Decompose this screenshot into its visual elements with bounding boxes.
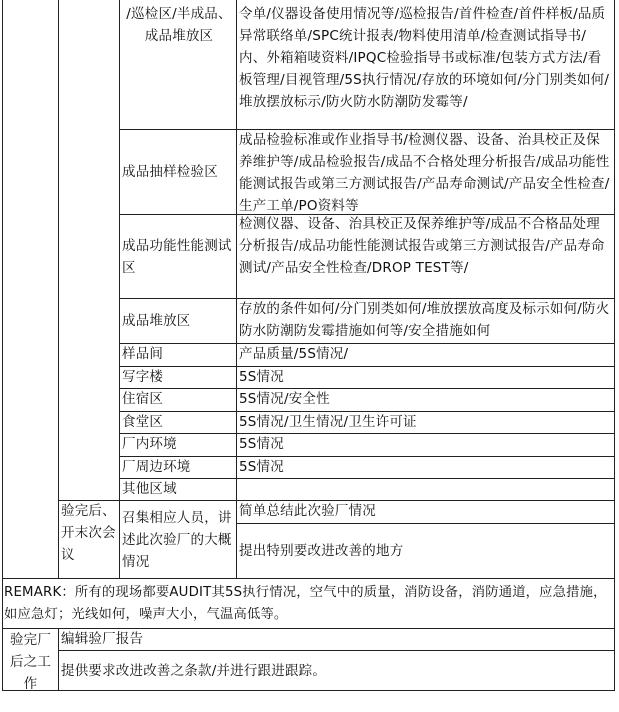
checklist-content-cell [239,478,611,500]
closing-content-cell: 简单总结此次验厂情况 [239,503,376,519]
checklist-content-cell: 成品检验标准或作业指导书/检测仪器、设备、治具校正及保养维护等/成品检验报告/成品不合格处理分析报告/成品功能性能测试报告或第三方测试报告/产品寿命测试/产品安全性检查/生产工单/PO资料等 [239,132,610,213]
after-item-cell: 提供要求改进改善之条款/并进行跟进跟踪。 [61,662,327,679]
checklist-content-cell: 令单/仪器设备使用情况等/巡检报告/首件检查/首件样板/品质异常联络单/SPC统计报表/物料使用清单/检查测试指导书/内、外箱箱唛资料/IPQC检验指导书或标准/包装方式方法/看板管理/目视管理/5S执行情况/存放的环境如何/分门别类如何/堆放摆放标示/防火防水防潮防发霉等/ [239,6,610,110]
closing-phase-cell: 验完后、开末次会议 [61,503,116,563]
section-cell: 样品间 [122,346,164,362]
checklist-content-cell: 存放的条件如何/分门别类如何/堆放摆放高度及标示如何/防火防水防潮防发霉措施如何等/安全措施如何 [239,301,610,339]
section-cell: 食堂区 [122,414,164,430]
section-cell: 写字楼 [122,369,164,385]
table-border-right [614,0,615,691]
table-bottom-border [2,690,615,691]
checklist-content-cell: 5S情况 [239,459,284,475]
checklist-content-cell: 5S情况/安全性 [239,391,330,407]
checklist-content-cell: 5S情况 [239,369,284,385]
section-cell: /巡检区/半成品、成品堆放区 [126,6,232,44]
table-border-left [58,0,59,578]
after-phase-cell: 验完厂后之工作 [9,632,52,690]
remark-top-border [2,578,615,579]
remark-text: REMARK：所有的现场都要AUDIT其5S执行情况，空气中的质量，消防设备，消防通道，应急措施，如应急灯；光线如何，噪声大小，气温高低等。 [4,585,607,622]
after-divider [58,628,59,691]
closing-activity-cell: 召集相应人员，讲述此次验厂的大概情况 [122,510,232,570]
closing-content-cell: 提出特别要改进改善的地方 [239,543,404,559]
section-cell: 成品功能性能测试区 [122,237,232,276]
checklist-content-cell: 检测仪器、设备、治具校正及保养维护等/成品不合格品处理分析报告/成品功能性能测试报告或第三方测试报告/产品寿命测试/产品安全性检查/DROP TEST等/ [239,216,605,276]
checklist-content-cell: 5S情况/卫生情况/卫生许可证 [239,414,417,430]
section-cell: 成品抽样检验区 [122,164,218,180]
table-divider-col2 [119,0,120,578]
section-cell: 厂内环境 [122,436,177,452]
section-cell: 其他区域 [122,481,177,497]
after-item-cell: 编辑验厂报告 [61,631,144,647]
section-cell: 住宿区 [122,391,164,407]
remark-border-left [2,578,3,691]
table-border-left-outer [2,0,3,578]
table-divider-col3 [236,0,237,578]
section-cell: 成品堆放区 [122,313,191,329]
section-cell: 厂周边环境 [122,459,191,475]
checklist-content-cell: 产品质量/5S情况/ [239,346,349,362]
checklist-content-cell: 5S情况 [239,436,284,452]
